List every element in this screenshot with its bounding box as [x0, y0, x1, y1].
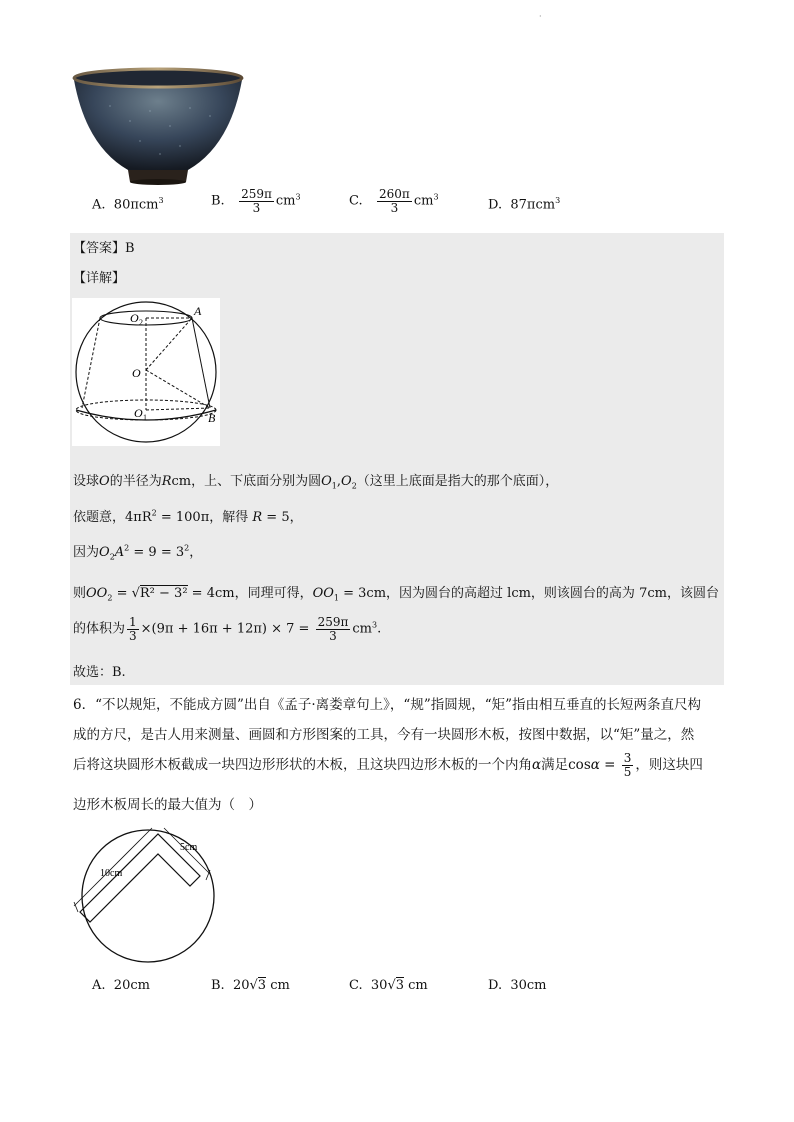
detail-heading: 【详解】	[73, 271, 126, 286]
q6-text-1: 6．“不以规矩，不能成方圆”出自《孟子·离娄章句上》，“规”指圆规，“矩”指由相互垂直的长短两条直尺构	[73, 697, 702, 713]
label-O: O	[132, 366, 141, 380]
fraction: $\frac{260\pi}{3}$	[379, 187, 410, 215]
q5-option-c[interactable]: C. $\frac{260\pi}{3}$ $cm^3$	[349, 187, 439, 215]
answer-line: 【答案】B	[73, 241, 135, 256]
q6-option-d[interactable]: D. 30cm	[488, 978, 547, 993]
svg-text:1: 1	[143, 413, 147, 422]
q5-option-a[interactable]: A. 80πcm$^3$	[92, 196, 164, 213]
label-A: A	[194, 304, 202, 318]
q6-text-3: 后将这块圆形木板截成一块四边形形状的木板，且这块四边形木板的一个内角α满足cosα = $\frac{3}{5}$ ，则这块四	[73, 751, 703, 779]
sphere-diagram	[72, 298, 220, 446]
solution-line-2: 依题意，$4\pi R^2 = 100\pi$，解得 R = 5，	[73, 508, 303, 525]
q5-option-d[interactable]: D. 87πcm$^3$	[488, 196, 561, 213]
q6-option-a[interactable]: A. 20cm	[92, 978, 150, 993]
label-10cm: 10cm	[100, 868, 123, 879]
solution-line-6: 故选：B.	[73, 665, 126, 680]
page-dot: ·	[539, 12, 542, 21]
q5-option-b[interactable]: B. $\frac{259\pi}{3}$ $cm^3$	[211, 187, 301, 215]
solution-line-1: 设球O的半径为Rcm，上、下底面分别为圆$O_1,O_2$（这里上底面是指大的那个底面），	[73, 474, 559, 491]
label-5cm: 5cm	[180, 842, 198, 853]
q6-option-c[interactable]: C. 30√3 cm	[349, 978, 428, 993]
label-O1: O	[134, 406, 143, 420]
tea-bowl-image	[70, 66, 246, 186]
solution-line-4: 则$OO_2 = √R^2 - 3^2 = 4cm$，同理可得，$OO_1 = 3cm$，因为圆台的高超过 lcm，则该圆台的高为 7cm，该圆台	[73, 586, 719, 603]
circle-square-figure	[70, 808, 230, 968]
solution-line-5: 的体积为 $\frac{1}{3}$ ×(9π + 16π + 12π) × 7 = $\frac{259\pi}{3}$ $cm^3$.	[73, 615, 382, 643]
sphere-frustum-figure	[72, 298, 220, 446]
svg-text:2: 2	[139, 318, 143, 327]
label-B: B	[208, 411, 216, 425]
q6-text-4: 边形木板周长的最大值为（ ）	[73, 797, 262, 813]
label-O2: O	[130, 311, 139, 325]
fraction: $\frac{259\pi}{3}$	[241, 187, 272, 215]
q6-option-b[interactable]: B. 20√3 cm	[211, 978, 290, 993]
q6-text-2: 成的方尺，是古人用来测量、画圆和方形图案的工具，今有一块圆形木板，按图中数据，以“矩”量之，然	[73, 727, 695, 743]
solution-line-3: 因为$O_2A^2 = 9 = 3^2$，	[73, 543, 203, 562]
